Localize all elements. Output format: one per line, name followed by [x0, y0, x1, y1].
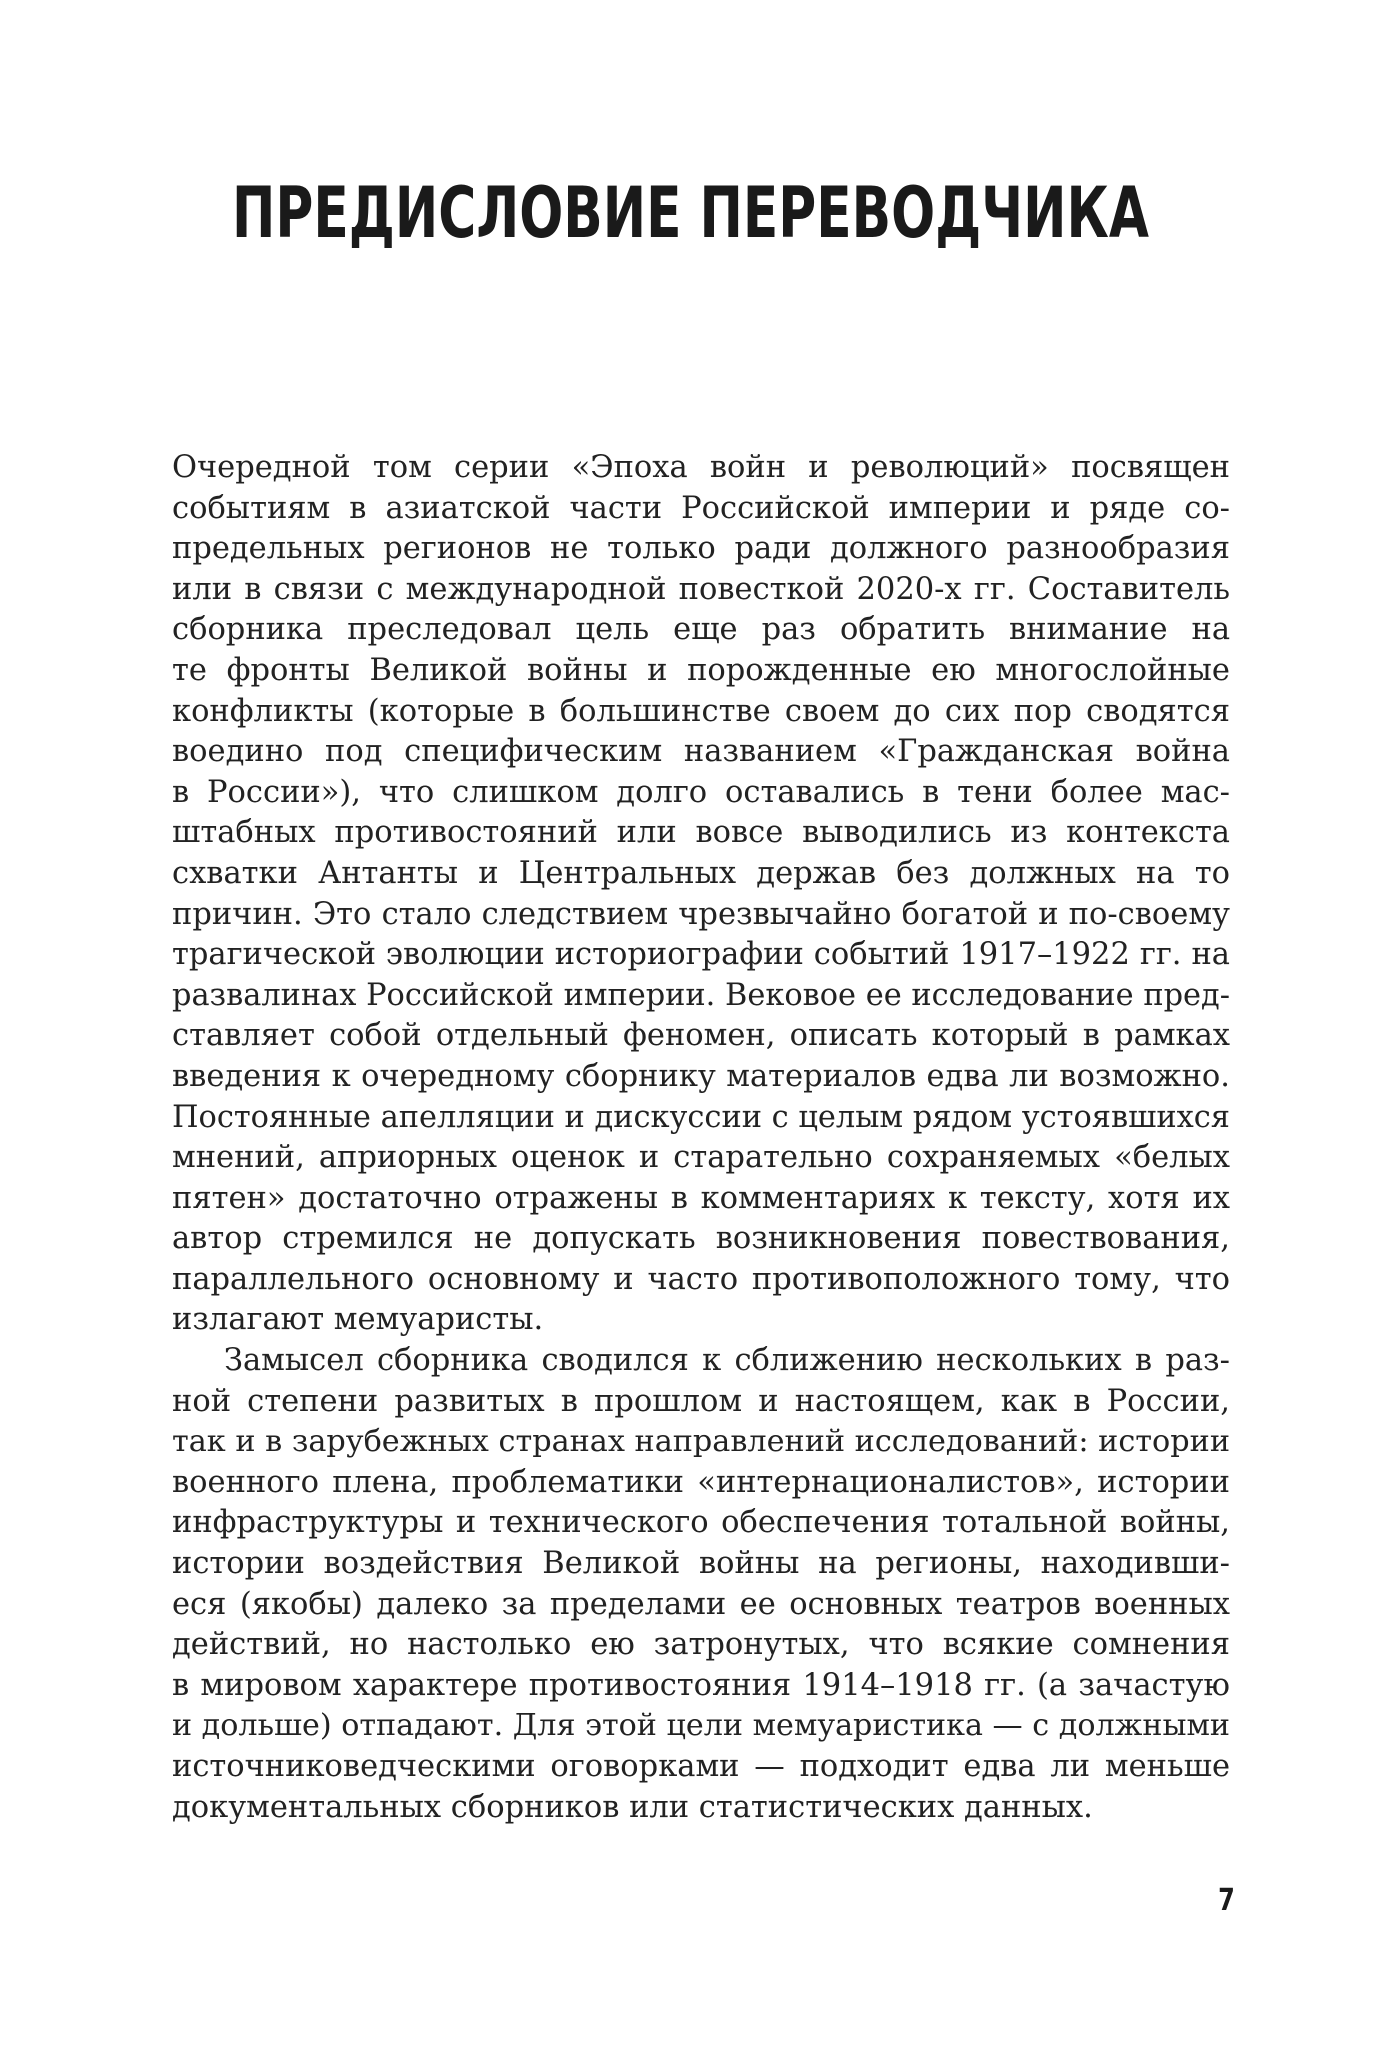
- text-line: параллельного основному и часто противоположного тому, что: [172, 1261, 1230, 1297]
- text-line: трагической эволюции историографии событий 1917–1922 гг. на: [172, 937, 1230, 973]
- text-line: предельных регионов не только ради должного разнообразия: [172, 531, 1230, 567]
- text-line: причин. Это стало следствием чрезвычайно богатой и по-своему: [172, 896, 1230, 932]
- text-line: Постоянные апелляции и дискуссии с целым рядом устоявшихся: [172, 1099, 1230, 1135]
- paragraph: [172, 1341, 1230, 1828]
- text-line: те фронты Великой войны и порожденные ею многослойные: [172, 652, 1230, 688]
- text-line: событиям в азиатской части Российской империи и ряде со-: [172, 490, 1230, 526]
- text-line: введения к очередному сборнику материалов едва ли возможно.: [172, 1058, 1230, 1094]
- text-line: истории воздействия Великой войны на регионы, находивши-: [172, 1546, 1230, 1582]
- text-line: сборника преследовал цель еще раз обратить внимание на: [172, 612, 1230, 648]
- text-line: ставляет собой отдельный феномен, описать который в рамках: [172, 1018, 1230, 1054]
- text-line: или в связи с международной повесткой 2020-х гг. Составитель: [172, 571, 1230, 607]
- text-line: документальных сборников или статистических данных.: [172, 1789, 1093, 1825]
- text-line: так и в зарубежных странах направлений исследований: истории: [172, 1424, 1230, 1460]
- text-line: штабных противостояний или вовсе выводились из контекста: [172, 815, 1230, 851]
- text-line: инфраструктуры и технического обеспечения тотальной войны,: [172, 1505, 1230, 1541]
- text-line: в России»), что слишком долго оставались в тени более мас-: [172, 774, 1230, 810]
- text-line: мнений, априорных оценок и старательно сохраняемых «белых: [172, 1140, 1230, 1176]
- text-line: пятен» достаточно отражены в комментариях к тексту, хотя их: [172, 1180, 1230, 1216]
- text-line: и дольше) отпадают. Для этой цели мемуаристика — с должными: [172, 1708, 1231, 1744]
- body-text: [172, 448, 1230, 1828]
- chapter-title: ПРЕДИСЛОВИЕ ПЕРЕВОДЧИКА: [232, 172, 1149, 254]
- text-line: еся (якобы) далеко за пределами ее основных театров военных: [172, 1586, 1230, 1622]
- text-line: Очередной том серии «Эпоха войн и революций» посвящен: [172, 450, 1230, 485]
- text-line: излагают мемуаристы.: [172, 1302, 544, 1338]
- paragraph: [172, 448, 1230, 1341]
- text-line: воедино под специфическим названием «Гражданская война: [172, 734, 1230, 770]
- text-line: военного плена, проблематики «интернационалистов», истории: [172, 1464, 1230, 1500]
- text-line: автор стремился не допускать возникновения повествования,: [172, 1221, 1230, 1257]
- text-line: действий, но настолько ею затронутых, что всякие сомнения: [172, 1627, 1230, 1663]
- text-line: ной степени развитых в прошлом и настоящем, как в России,: [172, 1383, 1230, 1419]
- text-line: в мировом характере противостояния 1914–1918 гг. (а зачастую: [172, 1667, 1230, 1703]
- text-line: развалинах Российской империи. Вековое ее исследование пред-: [172, 977, 1230, 1013]
- text-line: Замысел сборника сводился к сближению нескольких в раз-: [224, 1343, 1230, 1379]
- text-line: конфликты (которые в большинстве своем до сих пор сводятся: [172, 693, 1230, 729]
- text-line: источниковедческими оговорками — подходит едва ли меньше: [172, 1749, 1230, 1784]
- page-number: 7: [1218, 1883, 1235, 1918]
- text-line: схватки Антанты и Центральных держав без должных на то: [172, 855, 1230, 891]
